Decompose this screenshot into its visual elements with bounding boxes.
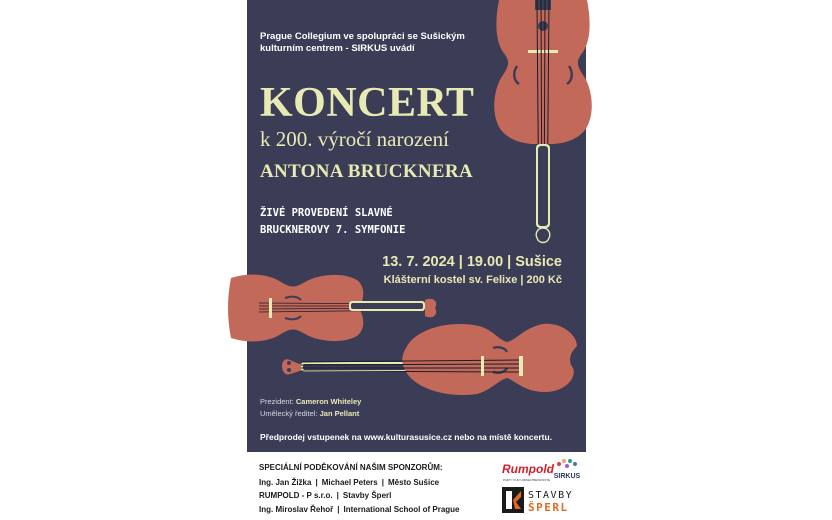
event-datetime: 13. 7. 2024 | 19.00 | Sušice xyxy=(382,254,562,270)
sponsor-name: RUMPOLD - P s.r.o. xyxy=(259,491,333,500)
presale-info: Předprodej vstupenek na www.kulturasusice.cz nebo na místě koncertu. xyxy=(260,432,553,442)
credits xyxy=(260,396,361,420)
president-label: Prezident: xyxy=(260,397,294,406)
separator: | xyxy=(381,477,384,487)
intro-text xyxy=(260,31,510,55)
sponsor-row xyxy=(259,489,460,503)
rumpold-logo-text: Rumpold xyxy=(502,462,554,476)
sperl-logo-top: STAVBY xyxy=(528,490,574,501)
separator: | xyxy=(337,504,340,514)
sponsors-heading: SPECIÁLNÍ PODĚKOVÁNÍ NAŠIM SPONZORŮM: xyxy=(259,463,443,472)
sponsor-name: Stavby Šperl xyxy=(342,491,392,500)
intro-line-1: Prague Collegium ve spolupráci se Sušickým xyxy=(260,31,465,42)
director-name: Jan Pellant xyxy=(319,409,360,418)
separator: | xyxy=(336,491,339,500)
intro-line-2: kulturním centrem - SIRKUS uvádí xyxy=(260,43,415,54)
violin-right-icon xyxy=(281,318,581,398)
sperl-logo-bottom: ŠPERL xyxy=(528,501,569,514)
sponsor-row xyxy=(259,476,460,490)
sirkus-logo-text: SIRKUS xyxy=(553,473,581,480)
performance-line-2: BRUCKNEROVY 7. SYMFONIE xyxy=(260,224,406,236)
sponsor-name: Ing. Miroslav Řehoř xyxy=(259,504,334,514)
sponsor-name: Michael Peters xyxy=(321,477,378,487)
president-name: Cameron Whiteley xyxy=(295,397,362,406)
sponsor-name: International School of Prague xyxy=(343,504,460,514)
composer-name: ANTONA BRUCKNERA xyxy=(260,161,473,182)
poster-subtitle: k 200. výročí narození xyxy=(260,127,449,151)
performance-line-1: ŽIVÉ PROVEDENÍ SLAVNÉ xyxy=(260,207,393,219)
performance-text xyxy=(260,205,460,239)
poster-title: KONCERT xyxy=(260,80,475,126)
sponsor-row xyxy=(259,503,460,517)
rumpold-logo xyxy=(502,460,554,484)
stavby-sperl-logo xyxy=(502,487,584,513)
president-credit xyxy=(260,396,361,408)
sponsor-name: Ing. Jan Žižka xyxy=(259,477,312,487)
sponsors-section xyxy=(259,461,460,516)
sponsor-name: Město Sušice xyxy=(388,477,440,487)
director-label: Umělecký ředitel: xyxy=(260,409,318,418)
separator: | xyxy=(315,477,318,487)
sirkus-logo xyxy=(553,458,581,484)
event-venue: Klášterní kostel sv. Felixe | 200 Kč xyxy=(383,274,562,286)
concert-poster xyxy=(247,0,586,452)
rumpold-tagline: PARTY FÜR UMWELTBEWUSSTE xyxy=(503,478,551,482)
director-credit xyxy=(260,408,361,420)
